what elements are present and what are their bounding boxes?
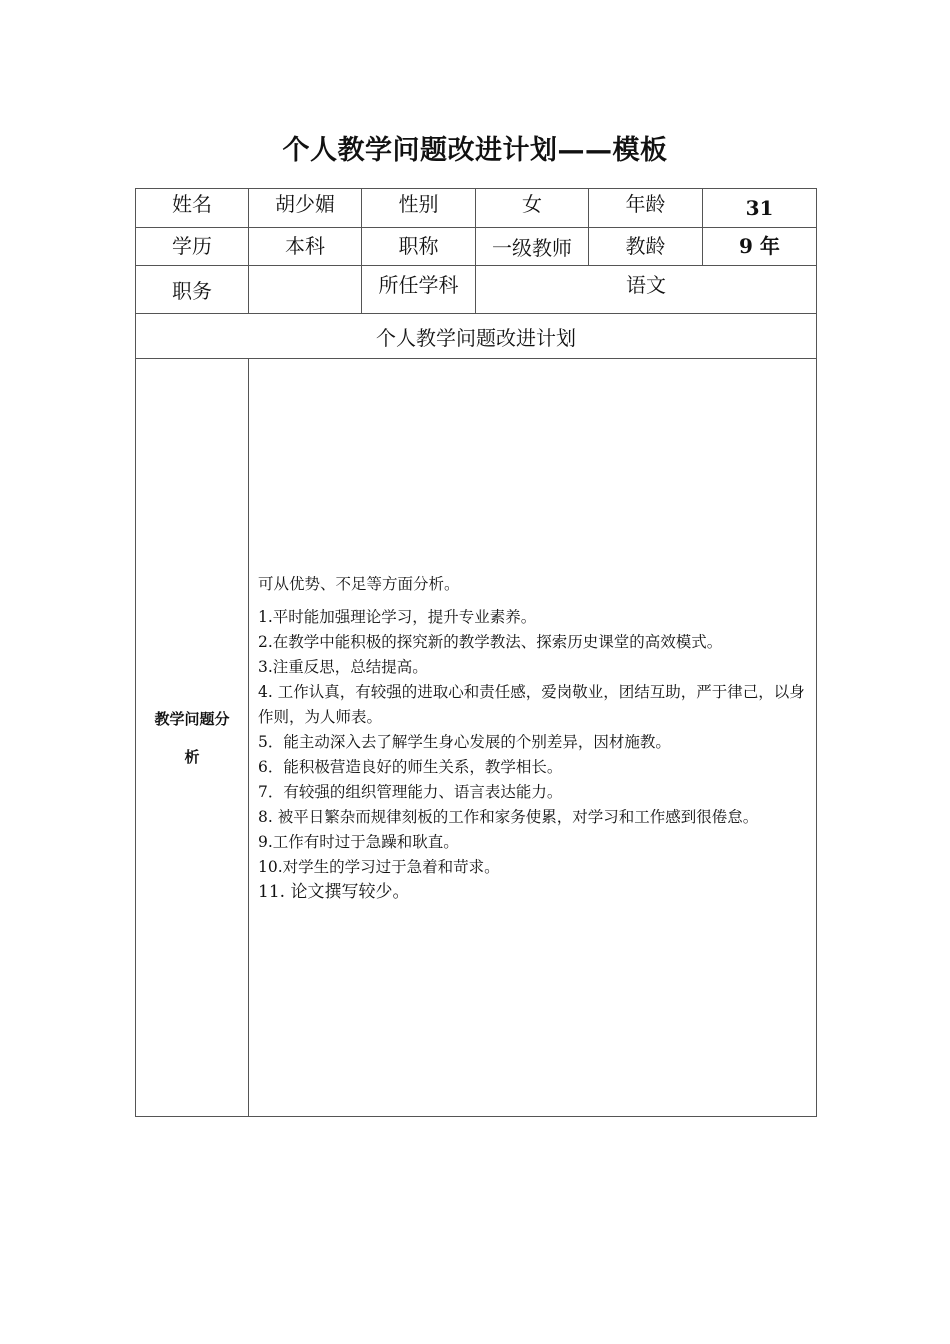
professional-title-label: 职称: [398, 234, 439, 258]
name-label-cell: [136, 189, 249, 228]
age-label-cell: [589, 189, 703, 228]
analysis-item: 6．能积极营造良好的师生关系，教学相长。: [258, 758, 563, 776]
education-value: 本科: [285, 234, 325, 258]
subject-value-cell: [476, 266, 817, 314]
title-value-cell: [476, 228, 589, 266]
gender-label: 性别: [398, 191, 439, 216]
position-label-cell: [136, 266, 249, 314]
education-label: 学历: [172, 234, 212, 258]
teaching-years-value: 9 年: [739, 234, 780, 258]
analysis-item: 9.工作有时过于急躁和耿直。: [258, 833, 459, 851]
teaching-years-label-cell: [589, 228, 703, 266]
table-row-basic-info: [136, 189, 817, 228]
teaching-years-value-cell: [703, 228, 817, 266]
table-row-analysis: [136, 359, 817, 1117]
gender-value: 女: [522, 191, 542, 216]
position-value-cell: [249, 266, 362, 314]
analysis-item: 4. 工作认真，有较强的进取心和责任感，爱岗敬业，团结互助，严于律己，以身作则，为人师表。: [258, 683, 805, 726]
title-label-cell: [362, 228, 476, 266]
age-value-cell: [703, 189, 817, 228]
analysis-item: 10.对学生的学习过于急着和苛求。: [258, 858, 500, 876]
name-label: 姓名: [172, 191, 212, 216]
gender-label-cell: [362, 189, 476, 228]
analysis-item: 2.在教学中能积极的探究新的教学教法、探索历史课堂的高效模式。: [258, 633, 723, 651]
subject-label: 所任学科: [378, 273, 459, 297]
analysis-item: 11. 论文撰写较少。: [258, 882, 410, 902]
subject-label-cell: [362, 266, 476, 314]
analysis-item: 7．有较强的组织管理能力、语言表达能力。: [258, 783, 563, 801]
position-label: 职务: [172, 279, 212, 303]
education-label-cell: [136, 228, 249, 266]
name-value: 胡少媚: [275, 191, 335, 216]
professional-title-value: 一级教师: [492, 236, 572, 260]
analysis-item: 8. 被平日繁杂而规律刻板的工作和家务使累，对学习和工作感到很倦怠。: [258, 808, 759, 826]
plan-form-table: [135, 188, 817, 1117]
section-heading: 个人教学问题改进计划: [376, 325, 576, 350]
subject-value: 语文: [626, 273, 666, 297]
gender-value-cell: [476, 189, 589, 228]
table-row-section-heading: [136, 314, 817, 359]
name-value-cell: [249, 189, 362, 228]
analysis-item: 5．能主动深入去了解学生身心发展的个别差异，因材施教。: [258, 733, 671, 751]
table-row-qualifications: [136, 228, 817, 266]
analysis-content-cell: [249, 359, 817, 1117]
analysis-item: 1.平时能加强理论学习，提升专业素养。: [258, 608, 537, 626]
education-value-cell: [249, 228, 362, 266]
analysis-label: 教学问题分析: [154, 709, 230, 766]
analysis-item: 3.注重反思，总结提高。: [258, 658, 428, 676]
age-value: 31: [745, 196, 774, 220]
section-heading-cell: [136, 314, 817, 359]
table-row-position: [136, 266, 817, 314]
teaching-years-label: 教龄: [625, 234, 666, 258]
analysis-label-cell: [136, 359, 249, 1117]
page-title: 个人教学问题改进计划——模板: [282, 135, 668, 166]
age-label: 年龄: [625, 191, 666, 216]
analysis-hint: 可从优势、不足等方面分析。: [258, 575, 460, 593]
